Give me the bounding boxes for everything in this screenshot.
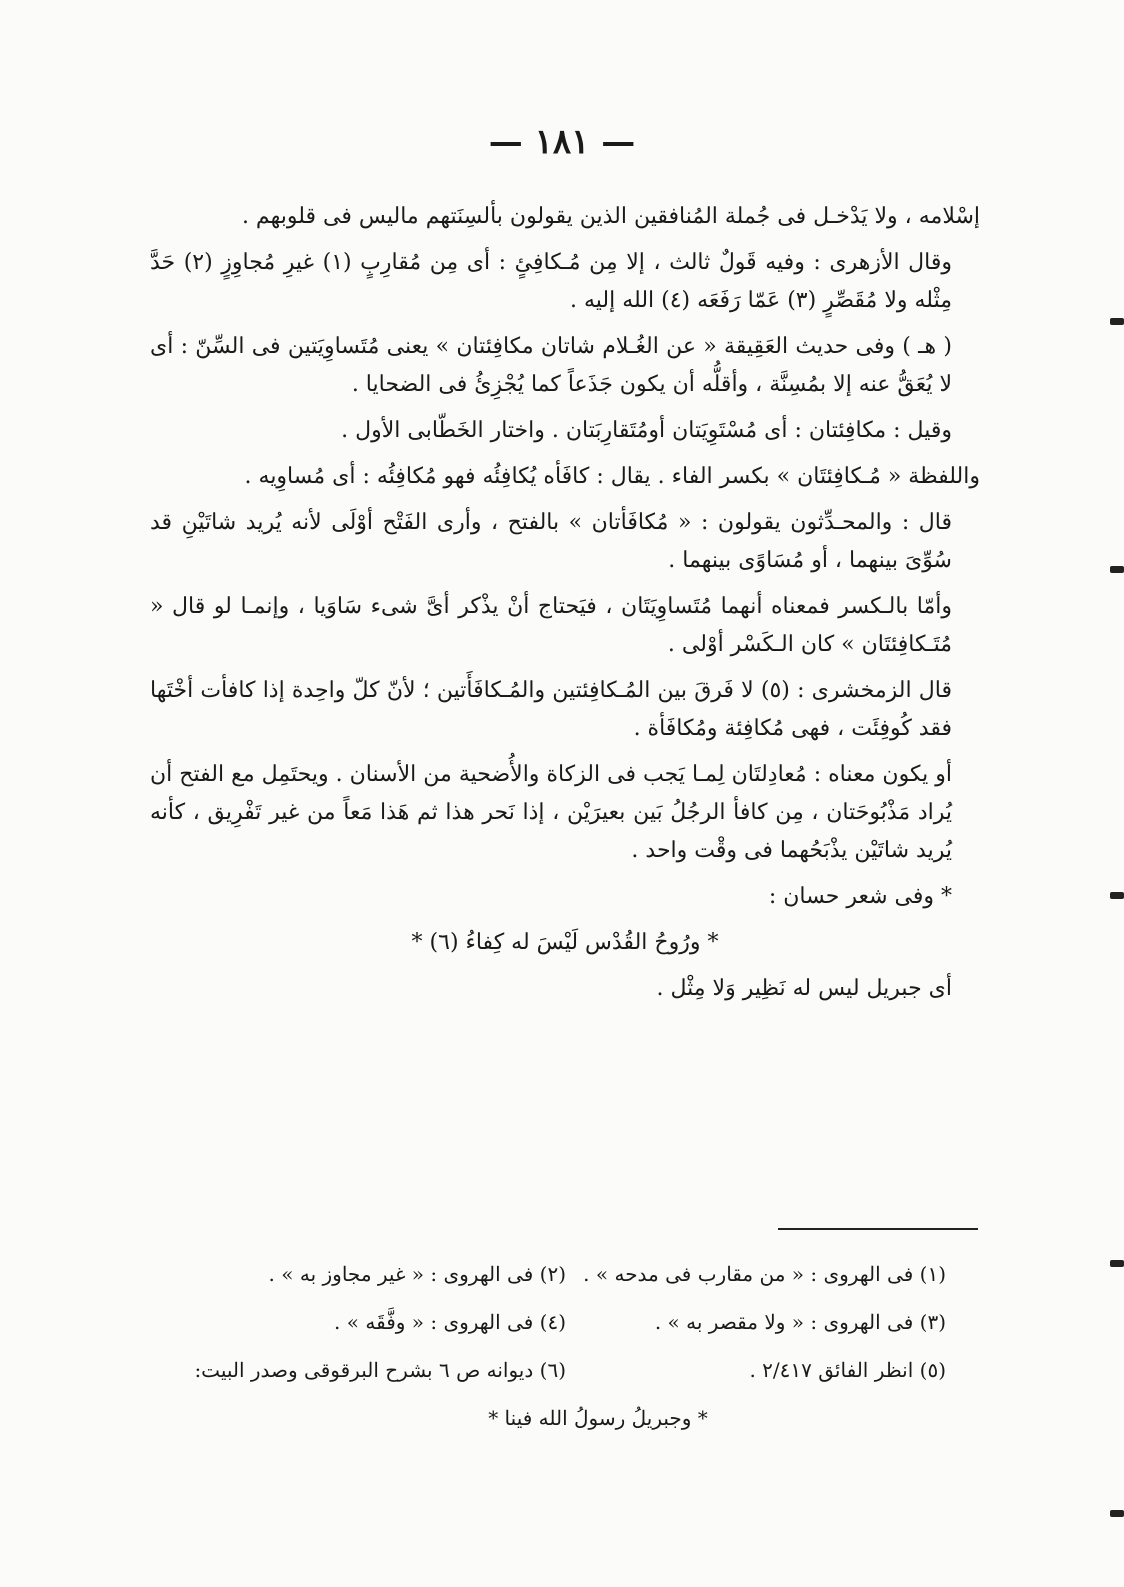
footnotes	[170, 1250, 946, 1442]
scan-edge-mark	[1110, 566, 1124, 573]
footnote-2: (٢) فى الهروى : « غير مجاوز به » .	[268, 1262, 566, 1286]
scan-edge-mark	[1110, 1510, 1124, 1517]
paragraph-1: إسْلامه ، ولا يَدْخـل فى جُملة المُنافقين الذين يقولون بألسِنَتهم ماليس فى قلوبهم .	[241, 204, 980, 229]
scan-edge-mark	[1110, 318, 1124, 325]
footnote-4: (٤) فى الهروى : « وفَّقَه » .	[334, 1310, 566, 1334]
paragraph-10: أى جبريل ليس له نَظِير وَلا مِثْل .	[656, 976, 952, 1001]
paragraph-5: واللفظة « مُـكافِئتَان » بكسر الفاء . يقال : كافَأه يُكافِئُه فهو مُكافِئُه : أى مُساوِيه .	[244, 464, 980, 489]
footnote-row	[170, 1346, 946, 1394]
paragraph-9: أو يكون معناه : مُعادِلتَان لِمـا يَجب فى الزكاة والأُضحية من الأسنان . ويحتَمِل مع الفتح أن يُراد مَذْبُوحَتان ، مِن كافأ الرجُلُ بَين بعيرَيْن ، إذا نَحر هذا ثم هَذا مَعاً من غير تَفْرِيق ، كأنه يُريد شاتَيْن يذْبَحُهما فى وقْت واحد .	[150, 762, 952, 863]
paragraph-4: وقيل : مكافِئتان : أى مُسْتَوِيَتان أومُتَقارِبَتان . واختار الخَطّابى الأول .	[341, 418, 952, 443]
paragraph-3: ( هـ ) وفى حديث العَقِيقة « عن الغُـلام شاتان مكافِئتان » يعنى مُتَساوِيَتين فى السِّنّ : أى لا يُعَقُّ عنه إلا بمُسِنَّة ، وأقلُّه أن يكون جَذَعاً كما يُجْزِئُ فى الضحايا .	[150, 334, 952, 397]
scan-edge-mark	[1110, 1260, 1124, 1267]
footnote-verse: * وجبريلُ رسولُ الله فينا *	[488, 1406, 708, 1430]
paragraph-6: قال : والمحـدِّثون يقولون : « مُكافَأتان » بالفتح ، وأرى الفَتْح أوْلَى لأنه يُريد شاتَيْنِ قد سُوِّىَ بينهما ، أو مُسَاوًى بينهما .	[150, 510, 952, 573]
paragraph-7: وأمّا بالـكسر فمعناه أنهما مُتَساوِيَتَان ، فيَحتاج أنْ يذْكر أىَّ شىء سَاوَيا ، وإنمـا لو قال « مُتَـكافِئتَان » كان الـكَسْر أوْلى .	[150, 594, 952, 657]
main-text	[150, 198, 980, 1016]
footnote-3: (٣) فى الهروى : « ولا مقصر به » .	[654, 1310, 946, 1334]
footnote-6: (٦) ديوانه ص ٦ بشرح البرقوقى وصدر البيت:	[194, 1358, 566, 1382]
footnote-row	[170, 1298, 946, 1346]
footnote-divider	[778, 1228, 978, 1230]
footnote-5: (٥) انظر الفائق ٢/٤١٧ .	[749, 1358, 946, 1382]
poem-intro: * وفى شعر حسان :	[768, 884, 952, 909]
paragraph-8: قال الزمخشرى : (٥) لا فَرقَ بين المُـكافِئتين والمُـكافَأَتين ؛ لأنّ كلّ واحِدة إذا كافأت أخْتَها فقد كُوفِئَت ، فهى مُكافِئة ومُكافَأة .	[150, 678, 953, 741]
footnote-row	[170, 1250, 946, 1298]
page-number: — ١٨١ —	[488, 122, 636, 162]
footnote-1: (١) فى الهروى : « من مقارب فى مدحه » .	[583, 1262, 946, 1286]
scan-edge-mark	[1110, 892, 1124, 899]
paragraph-2: وقال الأزهرى : وفيه قَولٌ ثالث ، إلا مِن مُـكافِئٍ : أى مِن مُقارِبٍ (١) غيرِ مُجاوِزٍ (٢) حَدَّ مِثْله ولا مُقَصِّرٍ (٣) عَمّا رَفَعَه (٤) الله إليه .	[150, 250, 952, 313]
poem-verse: * ورُوحُ القُدْس لَيْسَ له كِفاءُ (٦) *	[411, 930, 719, 955]
